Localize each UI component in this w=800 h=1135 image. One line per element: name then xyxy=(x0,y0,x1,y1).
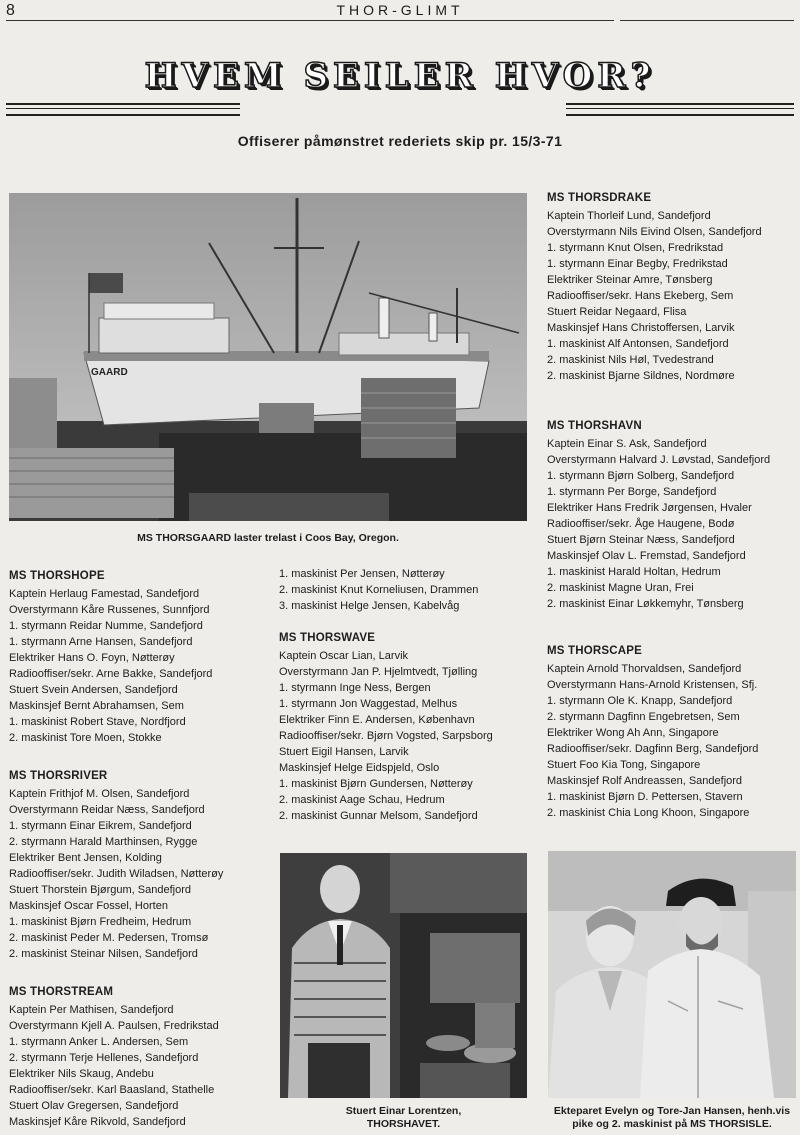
ship-name: MS THORSHAVN xyxy=(547,420,642,432)
crew-entry: Stuert Eigil Hansen, Larvik xyxy=(279,746,409,758)
crew-entry: Radiooffiser/sekr. Hans Ekeberg, Sem xyxy=(547,290,734,302)
couple-photo xyxy=(548,851,796,1098)
crew-entry: 2. maskinist Chia Long Khoon, Singapore xyxy=(547,807,750,819)
crew-entry: Radiooffiser/sekr. Bjørn Vogsted, Sarpsborg xyxy=(279,730,493,742)
crew-entry: 1. maskinist Robert Stave, Nordfjord xyxy=(9,716,186,728)
crew-entry: 2. maskinist Tore Moen, Stokke xyxy=(9,732,162,744)
steward-photo xyxy=(280,853,527,1098)
crew-entry: 1. maskinist Bjørn D. Pettersen, Stavern xyxy=(547,791,743,803)
couple-photo-caption xyxy=(548,1105,796,1131)
ship-section-thorstream xyxy=(9,984,271,1130)
crew-entry: 2. maskinist Aage Schau, Hedrum xyxy=(279,794,445,806)
crew-list xyxy=(279,566,541,614)
ship-name: MS THORSDRAKE xyxy=(547,192,652,204)
page-subtitle: Offiserer påmønstret rederiets skip pr. 15/3-71 xyxy=(237,133,563,149)
crew-entry: Kaptein Herlaug Famestad, Sandefjord xyxy=(9,588,200,600)
crew-entry: 1. styrmann Arne Hansen, Sandefjord xyxy=(9,636,193,648)
crew-entry: 2. maskinist Einar Løkkemyhr, Tønsberg xyxy=(547,598,744,610)
crew-entry: Maskinsjef Bernt Abrahamsen, Sem xyxy=(9,700,184,712)
crew-entry: Kaptein Arnold Thorvaldsen, Sandefjord xyxy=(547,663,742,675)
hull-name-text: GAARD xyxy=(91,367,128,378)
crew-entry: Kaptein Einar S. Ask, Sandefjord xyxy=(547,438,707,450)
crew-entry: 2. styrmann Harald Marthinsen, Rygge xyxy=(9,836,198,848)
ship-section-thorscape xyxy=(547,643,797,821)
crew-list xyxy=(9,1002,271,1130)
crew-entry: Overstyrmann Nils Eivind Olsen, Sandefjord xyxy=(547,226,762,238)
ship-name: MS THORSRIVER xyxy=(9,770,108,782)
crew-entry: 2. styrmann Terje Hellenes, Sandefjord xyxy=(9,1052,199,1064)
crew-entry: 2. maskinist Knut Korneliusen, Drammen xyxy=(279,584,479,596)
ship-section-thorsdrake xyxy=(547,190,797,384)
caption-line: THORSHAVET. xyxy=(366,1118,441,1130)
crew-entry: 1. styrmann Einar Begby, Fredrikstad xyxy=(547,258,728,270)
ship-name: MS THORSWAVE xyxy=(279,632,376,644)
crew-entry: 1. styrmann Knut Olsen, Fredrikstad xyxy=(547,242,724,254)
crew-entry: Elektriker Steinar Amre, Tønsberg xyxy=(547,274,713,286)
ship-section-thorstream-continued xyxy=(279,566,541,614)
crew-list xyxy=(9,586,271,746)
crew-entry: Overstyrmann Jan P. Hjelmtvedt, Tjølling xyxy=(279,666,478,678)
crew-entry: Elektriker Bent Jensen, Kolding xyxy=(9,852,162,864)
crew-list xyxy=(9,786,271,962)
crew-entry: Maskinsjef Oscar Fossel, Horten xyxy=(9,900,168,912)
title-ornament-right xyxy=(566,103,794,116)
crew-list xyxy=(547,661,797,821)
ship-name: MS THORSHOPE xyxy=(9,570,105,582)
crew-entry: 1. styrmann Per Borge, Sandefjord xyxy=(547,486,717,498)
crew-entry: Maskinsjef Hans Christoffersen, Larvik xyxy=(547,322,735,334)
crew-entry: Overstyrmann Reidar Næss, Sandefjord xyxy=(9,804,205,816)
crew-entry: Maskinsjef Olav L. Fremstad, Sandefjord xyxy=(547,550,746,562)
caption-line: Stuert Einar Lorentzen, xyxy=(345,1105,462,1117)
ship-photo xyxy=(9,193,527,521)
title-ornament-left xyxy=(6,103,240,116)
crew-entry: Stuert Bjørn Steinar Næss, Sandefjord xyxy=(547,534,735,546)
crew-entry: Elektriker Nils Skaug, Andebu xyxy=(9,1068,154,1080)
crew-entry: 1. styrmann Bjørn Solberg, Sandefjord xyxy=(547,470,735,482)
page-title: HVEM SEILER HVOR? xyxy=(144,56,656,96)
crew-list xyxy=(279,648,541,824)
ship-section-thorswave xyxy=(279,630,541,824)
crew-entry: 2. maskinist Steinar Nilsen, Sandefjord xyxy=(9,948,198,960)
crew-entry: 1. maskinist Per Jensen, Nøtterøy xyxy=(279,568,445,580)
crew-entry: 3. maskinist Helge Jensen, Kabelvåg xyxy=(279,600,460,612)
crew-entry: Overstyrmann Hans-Arnold Kristensen, Sfj. xyxy=(547,679,758,691)
crew-entry: 2. styrmann Dagfinn Engebretsen, Sem xyxy=(547,711,740,723)
crew-entry: Maskinsjef Rolf Andreassen, Sandefjord xyxy=(547,775,743,787)
crew-entry: 1. styrmann Reidar Numme, Sandefjord xyxy=(9,620,203,632)
crew-entry: Stuert Svein Andersen, Sandefjord xyxy=(9,684,178,696)
crew-entry: Maskinsjef Helge Eidspjeld, Oslo xyxy=(279,762,440,774)
crew-entry: Radiooffiser/sekr. Karl Baasland, Stathelle xyxy=(9,1084,215,1096)
running-head: THOR-GLIMT xyxy=(336,2,464,18)
crew-entry: Kaptein Per Mathisen, Sandefjord xyxy=(9,1004,174,1016)
caption-line: pike og 2. maskinist på MS THORSISLE. xyxy=(572,1118,772,1130)
crew-entry: Elektriker Hans O. Foyn, Nøtterøy xyxy=(9,652,175,664)
crew-entry: Stuert Olav Gregersen, Sandefjord xyxy=(9,1100,179,1112)
crew-entry: Elektriker Finn E. Andersen, København xyxy=(279,714,475,726)
crew-entry: Kaptein Thorleif Lund, Sandefjord xyxy=(547,210,711,222)
crew-entry: Radiooffiser/sekr. Arne Bakke, Sandefjord xyxy=(9,668,213,680)
header-rule xyxy=(6,20,614,21)
caption-line: Ekteparet Evelyn og Tore-Jan Hansen, henh.vis xyxy=(553,1105,791,1117)
crew-entry: 1. maskinist Alf Antonsen, Sandefjord xyxy=(547,338,729,350)
ship-section-thorsriver xyxy=(9,768,271,962)
ship-section-thorshope xyxy=(9,568,271,746)
crew-entry: 1. styrmann Ole K. Knapp, Sandefjord xyxy=(547,695,733,707)
crew-entry: Stuert Foo Kia Tong, Singapore xyxy=(547,759,701,771)
crew-entry: Stuert Reidar Negaard, Flisa xyxy=(547,306,687,318)
crew-entry: Stuert Thorstein Bjørgum, Sandefjord xyxy=(9,884,191,896)
crew-entry: 2. maskinist Peder M. Pedersen, Tromsø xyxy=(9,932,209,944)
crew-entry: 2. maskinist Nils Høl, Tvedestrand xyxy=(547,354,714,366)
crew-entry: Radiooffiser/sekr. Åge Haugene, Bodø xyxy=(547,518,735,530)
steward-photo-caption xyxy=(280,1105,527,1131)
crew-entry: 1. maskinist Bjørn Gundersen, Nøtterøy xyxy=(279,778,473,790)
crew-list xyxy=(547,208,797,384)
ship-name: MS THORSCAPE xyxy=(547,645,643,657)
crew-entry: Elektriker Hans Fredrik Jørgensen, Hvaler xyxy=(547,502,752,514)
crew-entry: 1. styrmann Einar Eikrem, Sandefjord xyxy=(9,820,192,832)
crew-list xyxy=(547,436,797,612)
crew-entry: 2. maskinist Magne Uran, Frei xyxy=(547,582,694,594)
crew-entry: 2. maskinist Gunnar Melsom, Sandefjord xyxy=(279,810,478,822)
crew-entry: 1. styrmann Inge Ness, Bergen xyxy=(279,682,431,694)
crew-entry: Overstyrmann Kjell A. Paulsen, Fredrikstad xyxy=(9,1020,219,1032)
ship-photo-caption: MS THORSGAARD laster trelast i Coos Bay, Oregon. xyxy=(137,532,399,544)
crew-entry: 2. maskinist Bjarne Sildnes, Nordmøre xyxy=(547,370,735,382)
header-rule-short xyxy=(620,20,794,21)
crew-entry: 1. styrmann Anker L. Andersen, Sem xyxy=(9,1036,189,1048)
crew-entry: Kaptein Oscar Lian, Larvik xyxy=(279,650,409,662)
crew-entry: 1. styrmann Jon Waggestad, Melhus xyxy=(279,698,458,710)
ship-section-thorshavn xyxy=(547,418,797,612)
crew-entry: Radiooffiser/sekr. Judith Wiladsen, Nøtterøy xyxy=(9,868,224,880)
crew-entry: Overstyrmann Kåre Russenes, Sunnfjord xyxy=(9,604,210,616)
crew-entry: 1. maskinist Bjørn Fredheim, Hedrum xyxy=(9,916,192,928)
crew-entry: Overstyrmann Halvard J. Løvstad, Sandefjord xyxy=(547,454,771,466)
crew-entry: 1. maskinist Harald Holtan, Hedrum xyxy=(547,566,721,578)
crew-entry: Radiooffiser/sekr. Dagfinn Berg, Sandefjord xyxy=(547,743,759,755)
ship-name: MS THORSTREAM xyxy=(9,986,114,998)
crew-entry: Elektriker Wong Ah Ann, Singapore xyxy=(547,727,719,739)
page-number: 8 xyxy=(6,2,15,19)
crew-entry: Kaptein Frithjof M. Olsen, Sandefjord xyxy=(9,788,190,800)
crew-entry: Maskinsjef Kåre Rikvold, Sandefjord xyxy=(9,1116,186,1128)
